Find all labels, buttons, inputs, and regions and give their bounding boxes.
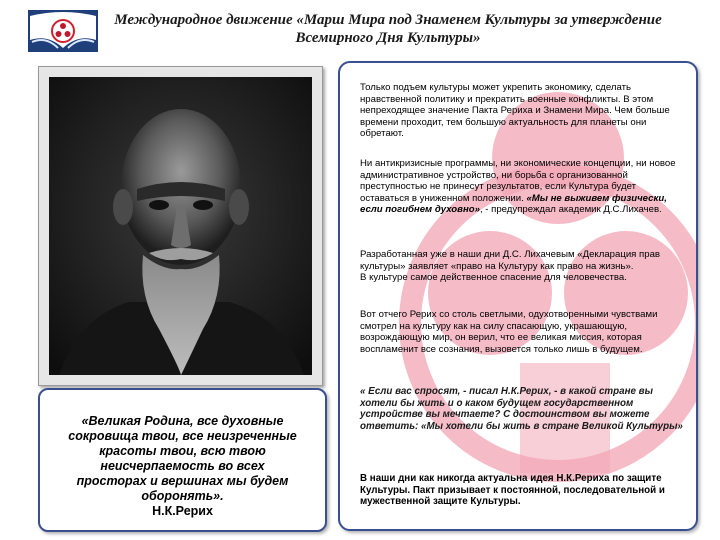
likhachev-quote: «Мы не выживем физически, если погибнем духовно»	[360, 192, 667, 216]
quote-line: «Великая Родина, все духовные	[81, 414, 284, 428]
declaration-text: Разработанная уже в наши дни Д.С. Лихачевым «Декларация прав культуры» заявляет «право на Культуру как право на жизнь».	[360, 249, 661, 272]
quote-line: красоты твои, всю твою	[99, 444, 266, 458]
paragraph-culture-economy: Только подъем культуры может укрепить экономику, сделать нравственной политику и прекратить военные конфликты. В этом непреходящее значение Пакта Рериха и Знамени Мира. Чем больше времени проходит, тем большую актуальность для планеты они обретают.	[360, 82, 670, 140]
quote-line: оборонять».	[141, 489, 224, 503]
page-header	[108, 11, 668, 47]
header-title-line2: Всемирного Дня Культуры»	[295, 30, 481, 46]
header-title-line1: Международное движение «Марш Мира под Знаменем Культуры за утверждение	[114, 12, 662, 28]
paragraph-anticrisis-tail: , - предупреждал академик Д.С.Лихачев.	[479, 204, 662, 216]
paragraph-anticrisis	[360, 158, 686, 216]
quote-author: Н.К.Рерих	[152, 504, 213, 518]
quote-box	[38, 388, 327, 532]
quote-line: сокровища твои, все неизреченные	[68, 429, 297, 443]
quote-text	[46, 414, 319, 519]
quote-line: неисчерпаемость во всех	[100, 459, 265, 473]
portrait-photo-icon	[39, 67, 322, 385]
banner-of-peace-logo-icon	[28, 10, 98, 52]
paragraph-roerich-mission: Вот отчего Рерих со столь светлыми, одухотворенными чувствами смотрел на культуру как на силу спасающую, украшающую, возрождающую мир, он верил, что ее великая миссия, которая воспламенит все сознания, вызовется только лишь в будущем.	[360, 309, 658, 355]
portrait-photo	[38, 66, 323, 386]
paragraph-anticrisis-text: Ни антикризисные программы, ни экономические концепции, ни новое административное устройство, ни борьба с организованной преступностью не принесут результатов, если Культура будет оставаться в униженном положении.	[360, 158, 676, 204]
quote-line: просторах и вершинах мы будем	[76, 474, 289, 488]
text-panel	[338, 61, 698, 531]
paragraph-pact: В наши дни как никогда актуальна идея Н.К.Рериха по защите Культуры. Пакт призывает к постоянной, последовательной и мужественной защите Культуры.	[360, 473, 665, 508]
paragraph-declaration	[360, 249, 686, 284]
paragraph-roerich-quote: « Если вас спросят, - писал Н.К.Рерих, - в какой стране вы хотели бы жить и о каком будущем государственном устройстве вы мечтаете? С достоинством вы можете ответить: «Мы хотели бы жить в стране Великой Культуры»	[360, 386, 683, 432]
declaration-salvation: В культуре самое действенное спасение для человечества.	[360, 272, 627, 284]
